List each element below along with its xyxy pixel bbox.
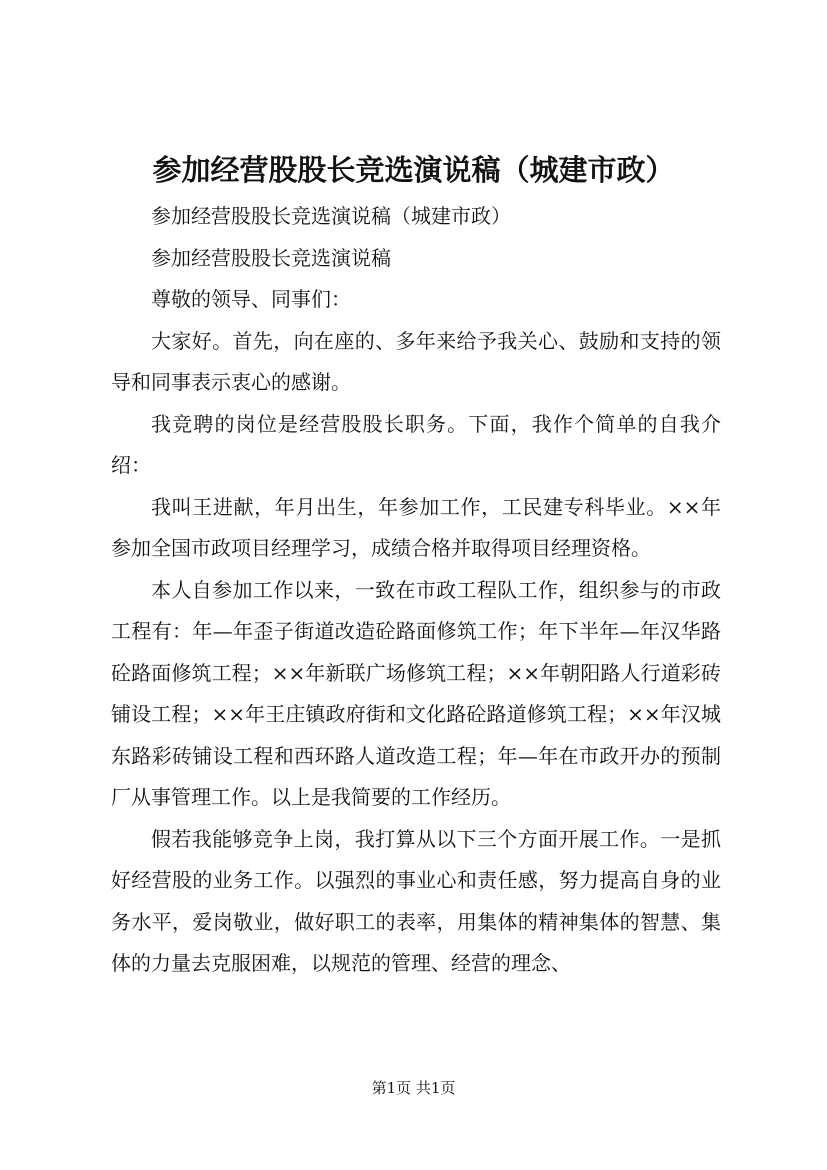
paragraph: 我叫王进献，年月出生，年参加工作，工民建专科毕业。××年参加全国市政项目经理学习，成绩合格并取得项目经理资格。 xyxy=(111,494,721,560)
paragraph: 参加经营股股长竞选演说稿 xyxy=(151,245,391,270)
document-title: 参加经营股股长竞选演说稿（城建市政） xyxy=(152,153,675,187)
paragraph: 大家好。首先，向在座的、多年来给予我关心、鼓励和支持的领导和同事表示衷心的感谢。 xyxy=(111,328,721,394)
paragraph: 假若我能够竞争上岗，我打算从以下三个方面开展工作。一是抓好经营股的业务工作。以强烈的事业心和责任感，努力提高自身的业务水平，爱岗敬业，做好职工的表率，用集体的精神集体的智慧、集体的力量去克服困难，以规范的管理、经营的理念、 xyxy=(111,826,721,975)
paragraph: 参加经营股股长竞选演说稿（城建市政） xyxy=(151,204,511,228)
document-body xyxy=(111,196,721,985)
paragraph: 尊敬的领导、同事们： xyxy=(151,287,351,311)
paragraph: 本人自参加工作以来，一致在市政工程队工作，组织参与的市政工程有：年—年歪子街道改造砼路面修筑工作；年下半年—年汉华路砼路面修筑工程；××年新联广场修筑工程；××年朝阳路人行道彩砖铺设工程；××年王庄镇政府街和文化路砼路道修筑工程；××年汉城东路彩砖铺设工程和西环路人道改造工程；年—年在市政开办的预制厂从事管理工作。以上是我简要的工作经历。 xyxy=(111,577,721,809)
page-footer: 第1页 共1页 xyxy=(371,1079,456,1097)
paragraph: 我竞聘的岗位是经营股股长职务。下面，我作个简单的自我介绍： xyxy=(111,411,721,477)
